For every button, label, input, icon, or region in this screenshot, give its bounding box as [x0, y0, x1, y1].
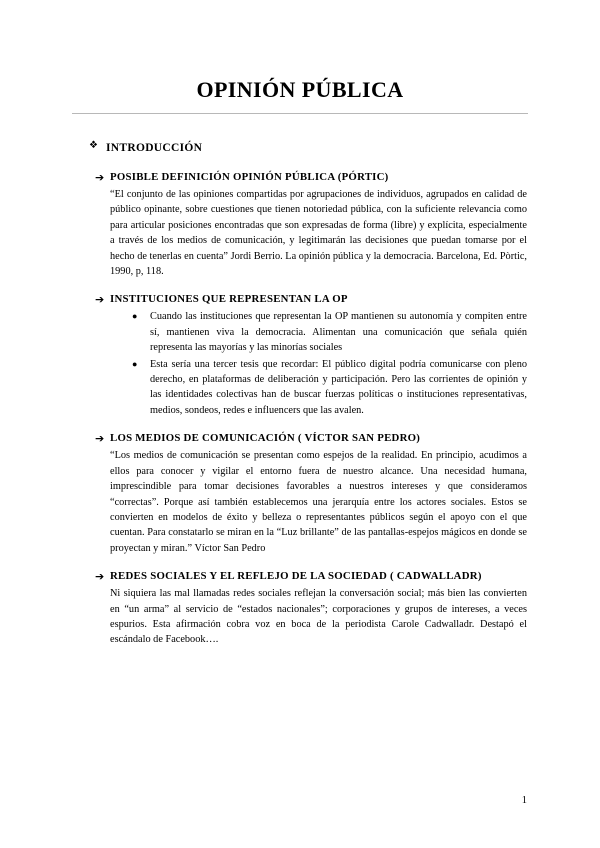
section-heading-redes [0, 569, 600, 584]
section-heading-label: POSIBLE DEFINICIÓN OPINIÓN PÚBLICA (PÓRTIC) [110, 171, 389, 183]
section-paragraph-medios: “Los medios de comunicación se presentan como espejos de la realidad. En principio, acudimos a ellos para conocer y vigilar el entorno fuera de nuestro alcance. Una necesidad humana, imprescindible para tomar decisiones favorables a nuestros intereses y que consideramos “correctas”. Porque así también establecemos una jerarquía entre los actores sociales. Estos se convierten en modelos de éxito y belleza o representantes públicos según el apoyo con el que cuentan. Para constatarlo se miran en la “Luz brillante” de las pantallas-espejos mágicos en donde se proyectan y miran.” Víctor San Pedro [110, 450, 527, 554]
list-item [0, 357, 600, 419]
section-paragraph-definicion: “El conjunto de las opiniones compartidas por agrupaciones de individuos, agrupados en calidad de público opinante, sobre cuestiones que tienen notoriedad pública, con la suficiente relevancia como para articular posiciones encontradas que son expresadas de forma (libre) y explícita, especialmente a través de los medios de comunicación, y legitimarán las decisiones que puedan tomarse por el hecho de tenerlas en cuenta” Jordi Berrio. La opinión pública y la democracia. Barcelona, Ed. Pòrtic, 1990, p, 118. [110, 189, 527, 278]
page-number: 1 [521, 795, 527, 806]
section-heading-instituciones [0, 292, 600, 307]
instituciones-bullet-list [0, 309, 600, 418]
section-heading-label: LOS MEDIOS DE COMUNICACIÓN ( VÍCTOR SAN PEDRO) [110, 432, 421, 445]
section-paragraph-redes: Ni siquiera las mal llamadas redes sociales reflejan la conversación social; más bien las convierten en “un arma” al servicio de “estados nacionales”; corporaciones y grupos de intereses, a veces espurios. Esta afirmación cobra voz en boca de la periodista Carole Cadwalladr. Destapó el escándalo de Facebook…. [110, 588, 527, 646]
round-bullet-icon: ● [132, 358, 138, 369]
arrow-bullet-icon: ➔ [95, 570, 105, 584]
arrow-bullet-icon: ➔ [95, 293, 105, 307]
section-heading-label: INSTITUCIONES QUE REPRESENTAN LA OP [110, 293, 348, 306]
arrow-bullet-icon: ➔ [95, 171, 105, 184]
section-heading-label: REDES SOCIALES Y EL REFLEJO DE LA SOCIEDAD ( CADWALLADR) [110, 570, 482, 583]
section-heading-medios [0, 431, 600, 446]
round-bullet-icon: ● [132, 311, 138, 322]
section-intro-heading [0, 138, 600, 156]
diamond-bullet-icon: ❖ [89, 140, 98, 151]
list-item-text: Esta sería una tercer tesis que recordar: El público digital podría comunicarse con pleno derecho, en plataformas de deliberación y participación. Pero las corrientes de opinión y las identidades colectivas han de buscar fuerzas políticas o instituciones representativas, medios, sondeos, redes e influencers que las avalen. [150, 358, 527, 416]
list-item [0, 309, 600, 355]
arrow-bullet-icon: ➔ [95, 432, 105, 446]
list-item-text: Cuando las instituciones que representan la OP mantienen su autonomía y compiten entre sí, mantienen viva la democracia. Alimentan una comunicación que señala quién representa las mayorías y las minorías sociales [150, 311, 527, 354]
document-body [0, 138, 600, 661]
title-divider [72, 113, 528, 114]
section-heading-definicion [0, 170, 600, 185]
intro-heading-label: INTRODUCCIÓN [106, 142, 203, 154]
page-title: OPINIÓN PÚBLICA [196, 76, 404, 102]
